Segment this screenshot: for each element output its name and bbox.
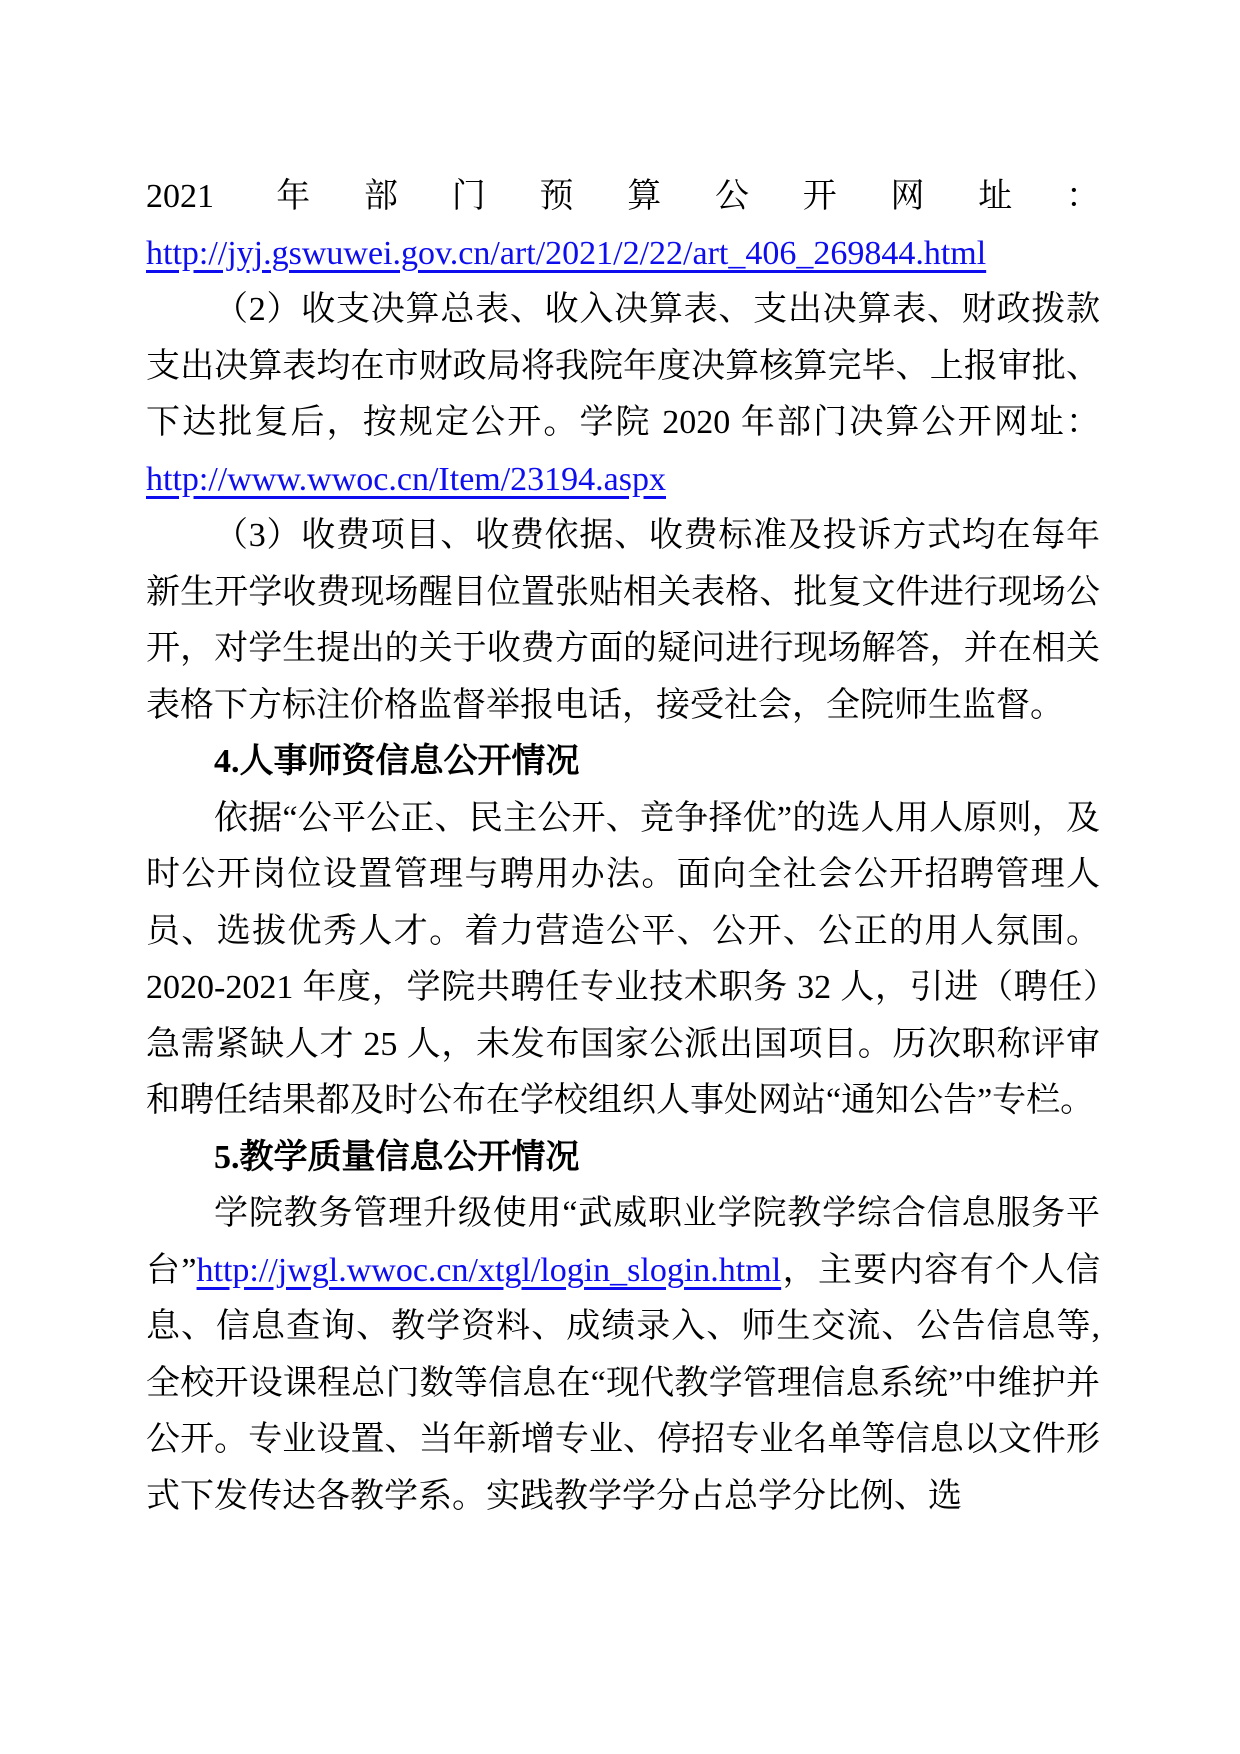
paragraph	[146, 791, 1100, 1130]
text-run: （3）收费项目、收费依据、收费标准及投诉方式均在每年新生开学收费现场醒目位置张贴相关表格、批复文件进行现场公开，对学生提出的关于收费方面的疑问进行现场解答，并在相关表格下方标注价格监督举报电话，接受社会，全院师生监督。	[146, 517, 1100, 724]
hyperlink[interactable]: http://jwgl.wwoc.cn/xtgl/login_slogin.html	[196, 1251, 782, 1289]
text-run: （2）收支决算总表、收入决算表、支出决算表、财政拨款支出决算表均在市财政局将我院年度决算核算完毕、上报审批、下达批复后，按规定公开。学院 2020 年部门决算公开网址：	[146, 291, 1100, 441]
text-run: 5.教学质量信息公开情况	[214, 1138, 580, 1176]
text-run: ，主要内容有个人信息、信息查询、教学资料、成绩录入、师生交流、公告信息等,全校开设课程总门数等信息在“现代教学管理信息系统”中维护并公开。专业设置、当年新增专业、停招专业名单等信息以文件形式下发传达各教学系。实践教学学分占总学分比例、选	[146, 1251, 1101, 1515]
text-run: 依据“公平公正、民主公开、竞争择优”的选人用人原则，及时公开岗位设置管理与聘用办法。面向全社会公开招聘管理人员、选拔优秀人才。着力营造公平、公开、公正的用人氛围。2020-2021 年度，学院共聘任专业技术职务 32 人，引进（聘任）急需紧缺人才 25 人，未发布国家公派出国项目。历次职称评审和聘任结果都及时公布在学校组织人事处网站“通知公告”专栏。	[146, 799, 1100, 1119]
hyperlink[interactable]: http://www.wwoc.cn/Item/23194.aspx	[146, 460, 666, 498]
section-heading	[146, 1130, 1100, 1187]
paragraph	[146, 508, 1100, 734]
section-heading	[146, 734, 1100, 791]
paragraph	[146, 1186, 1100, 1525]
hyperlink[interactable]: http://jyj.gswuwei.gov.cn/art/2021/2/22/art_406_269844.html	[146, 234, 987, 272]
text-run: 学院教务管理升级使用“武威职业学院教学综合信息服务平台”	[146, 1195, 1100, 1289]
text-run: 4.人事师资信息公开情况	[214, 743, 580, 780]
paragraph	[146, 282, 1100, 508]
paragraph	[146, 169, 1100, 282]
document-content	[146, 169, 1100, 1525]
text-run: 2021 年部门预算公开网址：	[146, 178, 1100, 215]
